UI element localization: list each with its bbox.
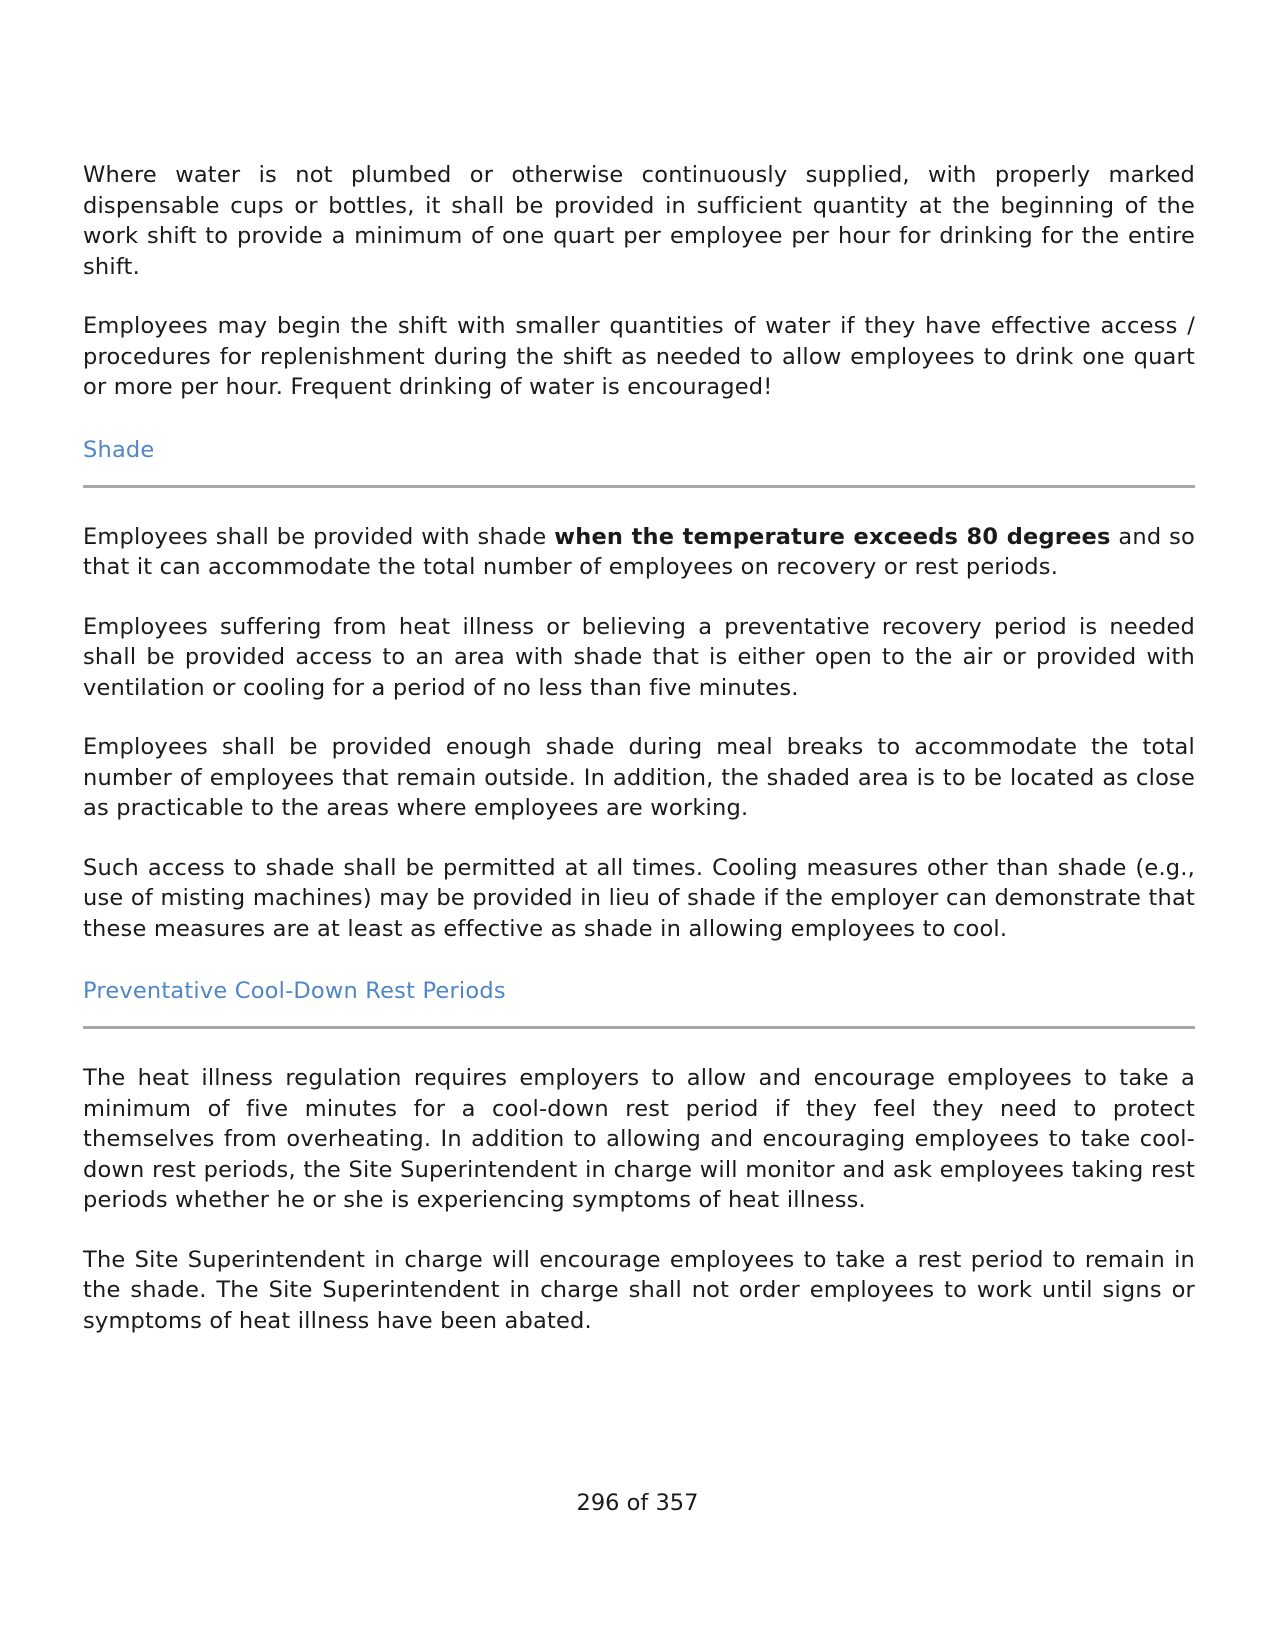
paragraph-cool-down-superintendent: The Site Superintendent in charge will encourage employees to take a rest period to remain in the shade. The Site Superintendent in charge shall not order employees to work until signs or symptoms of heat illness have been abated.	[83, 1246, 1195, 1334]
paragraph-shade-temperature	[83, 522, 1195, 583]
section-heading-cool-down: Preventative Cool-Down Rest Periods	[83, 978, 506, 1004]
paragraph-water-supply: Where water is not plumbed or otherwise continuously supplied, with properly marked dispensable cups or bottles, it shall be provided in sufficient quantity at the beginning of the work shift to provide a minimum of one quart per employee per hour for drinking for the entire shift.	[83, 162, 1195, 280]
shade-text-before: Employees shall be provided with shade	[83, 523, 555, 550]
section-divider-shade	[83, 485, 1195, 488]
paragraph-shade-access: Such access to shade shall be permitted at all times. Cooling measures other than shade (e.g., use of misting machines) may be provided in lieu of shade if the employer can demonstrate that these measures are at least as effective as shade in allowing employees to cool.	[83, 854, 1195, 942]
page-number: 296 of 357	[576, 1490, 699, 1516]
document-page	[83, 160, 1195, 1336]
paragraph-water-replenishment: Employees may begin the shift with smaller quantities of water if they have effective access / procedures for replenishment during the shift as needed to allow employees to drink one quart or more per hour. Frequent drinking of water is encouraged!	[83, 313, 1195, 400]
section-divider-cool-down	[83, 1026, 1195, 1029]
paragraph-shade-recovery: Employees suffering from heat illness or believing a preventative recovery period is needed shall be provided access to an area with shade that is either open to the air or provided with ventilation or cooling for a period of no less than five minutes.	[83, 613, 1195, 701]
shade-text-after: and so that it can accommodate the total number of employees on recovery or rest periods.	[83, 523, 1195, 580]
paragraph-cool-down-regulation: The heat illness regulation requires employers to allow and encourage employees to take a minimum of five minutes for a cool-down rest period if they feel they need to protect themselves from overheating. In addition to allowing and encouraging employees to take cool-down rest periods, the Site Superintendent in charge will monitor and ask employees taking rest periods whether he or she is experiencing symptoms of heat illness.	[83, 1065, 1195, 1213]
paragraph-shade-meal-breaks: Employees shall be provided enough shade during meal breaks to accommodate the total number of employees that remain outside. In addition, the shaded area is to be located as close as practicable to the areas where employees are working.	[83, 734, 1195, 821]
section-heading-shade: Shade	[83, 436, 155, 463]
shade-temperature-emphasis: when the temperature exceeds 80 degrees	[554, 523, 1111, 550]
